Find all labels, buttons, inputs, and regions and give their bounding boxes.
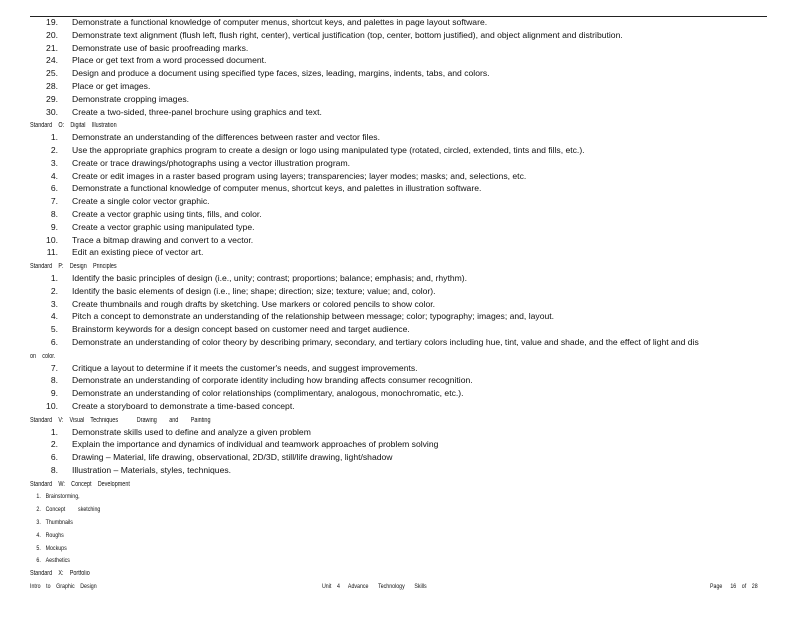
item-number: 25. [46,68,58,79]
footer-word: to [46,583,51,590]
list-item-body [30,310,762,323]
item-text: Pitch a concept to demonstrate an understanding of the relationship between message; color; typography; images; and, layout. [72,311,555,322]
item-number: 6. [36,557,41,565]
standard-title-word: Digital [70,122,86,130]
continuation-word: on [30,352,37,360]
standard-code: P: [58,263,64,271]
item-text: Demonstrate an understanding of color relationships (complimentary, analogous, monochromatic, etc.). [72,388,464,399]
item-number: 6. [50,336,58,347]
list-item [30,374,770,387]
item-number: 6. [50,183,58,194]
list-item-body [30,272,762,285]
item-text: Aesthetics [45,557,70,565]
footer-course-title [30,580,102,594]
item-number: 28. [46,80,58,91]
item-text: Explain the importance and dynamics of individual and teamwork approaches of problem solving [72,439,439,450]
list-item [30,464,770,477]
item-number: 24. [46,55,58,66]
list-item-body [30,336,762,349]
list-item-body [30,246,762,259]
item-number: 2. [36,506,41,514]
item-text: Demonstrate an understanding of color theory by describing primary, secondary, and tertiary colors including hue, tint, value and shade, and the effect of light and dis [72,336,699,347]
continuation-word: color. [42,352,56,360]
list-item-body [30,157,762,170]
list-item-body [30,298,762,311]
item-number: 3. [50,157,58,168]
footer-word: Intro [30,583,41,590]
item-number: 5. [50,324,58,335]
standard-v-heading [30,413,770,426]
list-item [30,528,770,541]
list-item [30,170,770,183]
list-item [30,323,770,336]
item-number: 1. [50,132,58,143]
list-item [30,144,770,157]
list-item-body [30,67,762,80]
item-text: Demonstrate a functional knowledge of computer menus, shortcut keys, and palettes in page layout software. [72,17,488,27]
item-text: Trace a bitmap drawing and convert to a vector. [72,234,254,245]
list-item-body [30,131,762,144]
list-item-body [30,170,762,183]
page-footer [30,580,768,594]
item-text: Demonstrate skills used to define and analyze a given problem [72,426,311,437]
item-number: 5. [36,544,41,552]
footer-word: of [741,583,747,590]
standard-label: Standard [30,263,53,271]
footer-word: Graphic [56,583,75,590]
list-item [30,234,770,247]
item-text: Critique a layout to determine if it meets the customer's needs, and suggest improvements. [72,362,418,373]
item-text: Brainstorm keywords for a design concept based on customer need and target audience. [72,324,410,335]
standard-o-heading [30,118,770,131]
list-item [30,42,770,55]
list-item [30,298,770,311]
item-text: Create a two-sided, three-panel brochure using graphics and text. [72,106,322,117]
list-item-body [30,451,762,464]
list-item [30,272,770,285]
list-item [30,29,770,42]
item-text: Illustration – Materials, styles, techniques. [72,464,232,475]
item-number: 3. [36,519,41,527]
item-number: 8. [50,208,58,219]
standard-title-word: Techniques [90,416,119,424]
standard-code: O: [58,122,65,130]
standard-p-heading [30,259,770,272]
standard-u-list [30,16,770,118]
item-number: 10. [46,234,58,245]
list-item-body [30,182,762,195]
footer-unit-title [322,580,432,594]
item-text: Place or get images. [72,80,151,91]
item-number: 1. [50,426,58,437]
standard-title-word: Portfolio [69,570,90,578]
item-text: Place or get text from a word processed document. [72,55,267,66]
list-item [30,438,770,451]
standard-label: Standard [30,480,53,488]
item-number: 30. [46,106,58,117]
list-item [30,246,770,259]
list-item-body [30,16,762,29]
list-item [30,67,770,80]
item-text: Identify the basic principles of design (i.e., unity; contrast; proportions; balance; emphasis; and, rhythm). [72,272,468,283]
list-item-body [30,42,762,55]
item-text: Mockups [45,544,67,552]
footer-word: 4 [336,583,340,590]
list-item-body [30,426,762,439]
item-number: 3. [50,298,58,309]
list-item [30,400,770,413]
list-item [30,106,770,119]
list-item [30,195,770,208]
item-text: Create a single color vector graphic. [72,196,210,207]
item-number: 21. [46,42,58,53]
item-text: Design and produce a document using specified type faces, sizes, leading, margins, indents, tabs, and colors. [72,68,490,79]
list-item [30,451,770,464]
item-number: 7. [50,362,58,373]
list-item [30,131,770,144]
item-number: 1. [36,493,41,501]
list-item [30,489,770,502]
item-number: 4. [50,170,58,181]
standard-title-word: Design [69,263,87,271]
standard-o-list [30,131,770,259]
footer-word: Unit [322,583,332,590]
footer-word: Advance [347,583,369,590]
item-text: Create a vector graphic using tints, fills, and color. [72,208,262,219]
item-continuation [30,349,770,362]
standard-code: X: [58,570,64,578]
list-item-body [30,464,762,477]
item-number: 4. [50,311,58,322]
standard-label: Standard [30,416,53,424]
item-text: Demonstrate text alignment (flush left, flush right, center), vertical justification (top, center, bottom justified), and object alignment and distribution. [72,29,623,40]
standard-code: V: [58,416,64,424]
list-item-body [30,144,762,157]
list-item [30,553,770,566]
standard-code: W: [58,480,65,488]
standard-title-word: Visual [69,416,85,424]
standard-title-word: Principles [92,263,117,271]
list-item [30,285,770,298]
footer-word: Technology [378,583,405,590]
list-item [30,208,770,221]
list-item-body [30,80,762,93]
item-text: Concept [45,506,66,514]
item-text: Demonstrate a functional knowledge of computer menus, shortcut keys, and palettes in illustration software. [72,183,482,194]
standard-label: Standard [30,122,53,130]
item-text: Demonstrate use of basic proofreading marks. [72,42,249,53]
item-number: 4. [36,531,41,539]
item-text: Demonstrate cropping images. [72,93,190,104]
list-item [30,502,770,515]
list-item-body [30,54,762,67]
standard-title-word: Illustration [91,122,117,130]
list-item-body [30,285,762,298]
footer-word: Page [710,583,723,590]
list-item [30,541,770,554]
item-number: 2. [50,439,58,450]
item-number: 11. [46,247,58,258]
list-item-body [30,93,762,106]
footer-word: 28 [751,583,758,590]
item-number: 10. [46,400,58,411]
list-item [30,80,770,93]
item-number: 2. [50,144,58,155]
document-body [30,16,770,579]
list-item-body [30,106,762,119]
list-item [30,515,770,528]
standard-title-word: and [169,416,179,424]
list-item-body [30,387,762,400]
standard-p-list-cont [30,362,770,413]
list-item-body [30,438,762,451]
list-item-body [30,29,762,42]
item-text: sketching [78,506,101,514]
list-item-body [30,195,762,208]
item-text: Demonstrate an understanding of the differences between raster and vector files. [72,132,380,143]
item-text: Roughs [45,531,64,539]
item-number: 8. [50,464,58,475]
standard-w-list [30,489,770,566]
standard-title-word: Drawing [136,416,157,424]
item-text: Demonstrate an understanding of corporate identity including how branding affects consumer recognition. [72,375,473,386]
item-text: Create a storyboard to demonstrate a time-based concept. [72,400,295,411]
item-text: Create a vector graphic using manipulated type. [72,221,255,232]
item-text: Brainstorming, [45,493,80,501]
item-number: 8. [50,375,58,386]
standard-title-word: Concept [71,480,92,488]
list-item-body [30,362,762,375]
list-item-body [30,234,762,247]
footer-word: 16 [730,583,737,590]
list-item-body [30,374,762,387]
list-item [30,426,770,439]
footer-page-number [710,580,763,594]
item-number: 1. [50,272,58,283]
standard-x-heading [30,566,770,579]
list-item [30,336,770,349]
item-number: 9. [50,388,58,399]
standard-v-list [30,426,770,477]
item-number: 2. [50,285,58,296]
item-number: 6. [50,452,58,463]
list-item [30,362,770,375]
standard-p-list [30,272,770,349]
item-text: Use the appropriate graphics program to create a design or logo using manipulated type (rotated, circled, extended, tints and fills, etc.). [72,144,585,155]
list-item [30,54,770,67]
list-item [30,93,770,106]
item-number: 9. [50,221,58,232]
item-text: Create or trace drawings/photographs using a vector illustration program. [72,157,351,168]
footer-word: Design [80,583,97,590]
item-number: 19. [46,17,58,27]
item-number: 7. [50,196,58,207]
list-item [30,221,770,234]
standard-title-word: Development [97,480,130,488]
standard-w-heading [30,477,770,490]
footer-word: Skills [414,583,427,590]
standard-label: Standard [30,570,53,578]
list-item-body [30,400,762,413]
list-item-body [30,221,762,234]
item-number: 29. [46,93,58,104]
item-number: 20. [46,29,58,40]
item-text: Thumbnails [45,519,73,527]
list-item [30,310,770,323]
list-item [30,182,770,195]
list-item [30,387,770,400]
item-text: Create thumbnails and rough drafts by sketching. Use markers or colored pencils to show color. [72,298,436,309]
item-text: Identify the basic elements of design (i.e., line; shape; direction; size; texture; value; and, color). [72,285,436,296]
list-item-body [30,323,762,336]
item-text: Drawing – Material, life drawing, observational, 2D/3D, still/life drawing, light/shadow [72,452,393,463]
list-item [30,16,770,29]
item-text: Create or edit images in a raster based program using layers; transparencies; layer modes; masks; and, selections, etc. [72,170,527,181]
standard-title-word: Painting [190,416,211,424]
item-text: Edit an existing piece of vector art. [72,247,204,258]
list-item-body [30,208,762,221]
list-item [30,157,770,170]
